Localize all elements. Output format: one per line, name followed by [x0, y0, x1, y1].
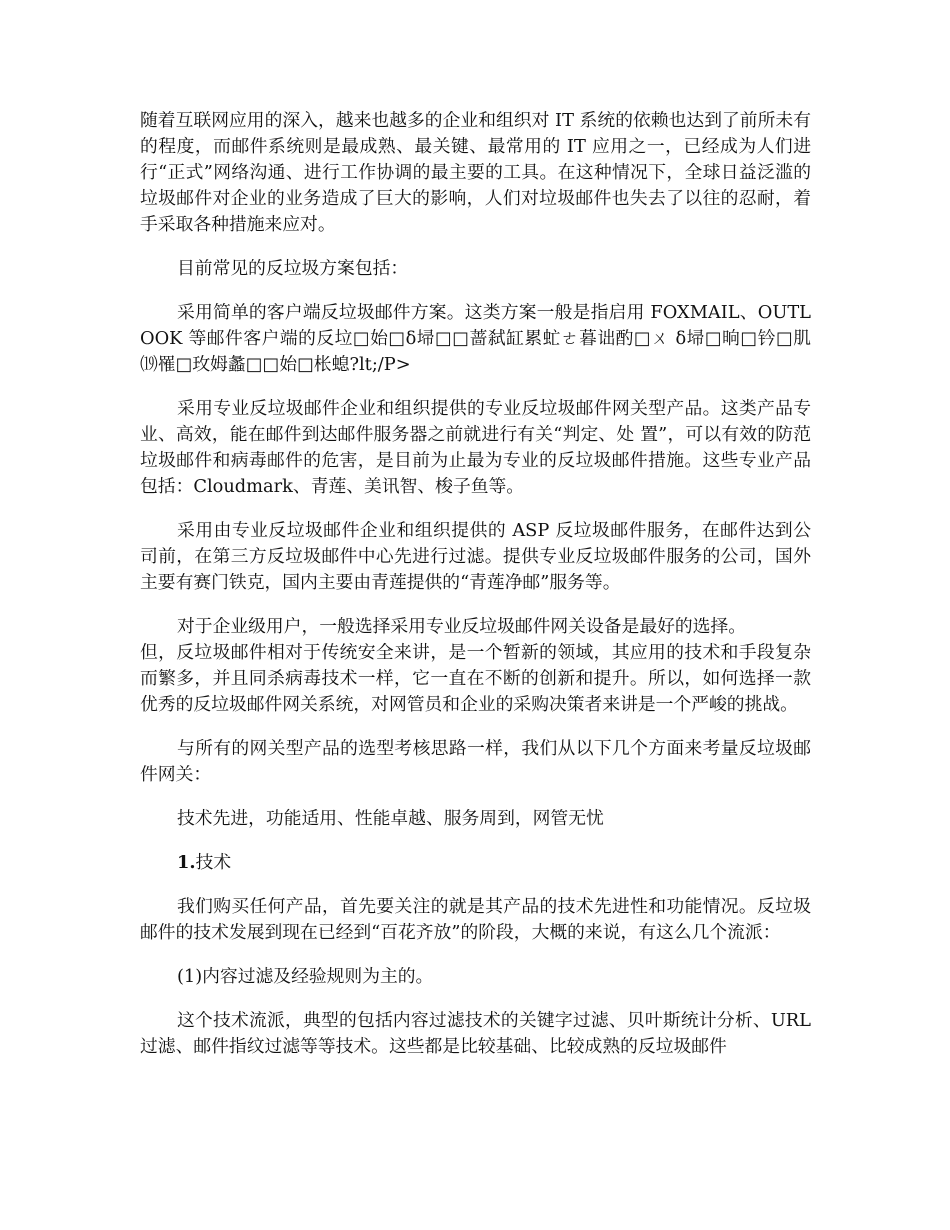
paragraph-intro: 随着互联网应用的深入，越来也越多的企业和组织对 IT 系统的依赖也达到了前所未有的程度，而邮件系统则是最成熟、最关键、最常用的 IT 应用之一，已经成为人们进行“正式”网络沟通、进行工作协调的最主要的工具。在这种情况下，全球日益泛滥的垃圾邮件对企业的业务造成了巨大的影响，人们对垃圾邮件也失去了以往的忍耐，着手采取各种措施来应对。 — [140, 110, 811, 235]
paragraph-criteria: 技术先进，功能适用、性能卓越、服务周到，网管无忧 — [177, 808, 604, 829]
paragraph-common-solutions: 目前常见的反垃圾方案包括： — [177, 258, 409, 279]
section-heading-technology — [140, 850, 811, 876]
section-title: 技术 — [195, 852, 232, 873]
paragraph-technology-overview: 我们购买任何产品，首先要关注的就是其产品的技术先进性和功能情况。反垃圾邮件的技术发展到现在已经到“百花齐放”的阶段，大概的来说，有这么几个流派： — [140, 896, 811, 943]
paragraph-evaluation-approach: 与所有的网关型产品的选型考核思路一样，我们从以下几个方面来考量反垃圾邮件网关： — [140, 738, 811, 785]
paragraph-asp-service: 采用由专业反垃圾邮件企业和组织提供的 ASP 反垃圾邮件服务，在邮件达到公司前，在第三方反垃圾邮件中心先进行过滤。提供专业反垃圾邮件服务的公司，国外主要有赛门铁克，国内主要由青莲提供的“青莲净邮”服务等。 — [140, 520, 811, 593]
paragraph-gateway-products: 采用专业反垃圾邮件企业和组织提供的专业反垃圾邮件网关型产品。这类产品专业、高效，能在邮件到达邮件服务器之前就进行有关“判定、处 置”，可以有效的防范垃圾邮件和病毒邮件的危害，是目前为止最为专业的反垃圾邮件措施。这些专业产品包括：Cloudmark、青莲、美讯智、梭子鱼等。 — [140, 398, 811, 497]
section-number: 1. — [177, 852, 196, 873]
paragraph-content-filtering-detail: 这个技术流派，典型的包括内容过滤技术的关键字过滤、贝叶斯统计分析、URL 过滤、邮件指纹过滤等等技术。这些都是比较基础、比较成熟的反垃圾邮件 — [140, 1010, 811, 1057]
paragraph-client-solution: 采用简单的客户端反垃圾邮件方案。这类方案一般是指启用 FOXMAIL、OUTLOOK 等邮件客户端的反垃□始□δ埽□□蔷弑缸累虻ㄜ暮诎酌□ㄨ δ埽□晌□钤□肌⒆罹□玫姆蠡□□始□枨螅?lt;/P> — [140, 302, 811, 375]
paragraph-content-filtering-title: (1)内容过滤及经验规则为主的。 — [177, 966, 434, 987]
paragraph-challenge: 但，反垃圾邮件相对于传统安全来讲，是一个暂新的领域，其应用的技术和手段复杂而繁多，并且同杀病毒技术一样，它一直在不断的创新和提升。所以，如何选择一款优秀的反垃圾邮件网关系统，对网管员和企业的采购决策者来讲是一个严峻的挑战。 — [140, 642, 811, 715]
paragraph-enterprise-choice: 对于企业级用户，一般选择采用专业反垃圾邮件网关设备是最好的选择。 — [177, 616, 747, 637]
